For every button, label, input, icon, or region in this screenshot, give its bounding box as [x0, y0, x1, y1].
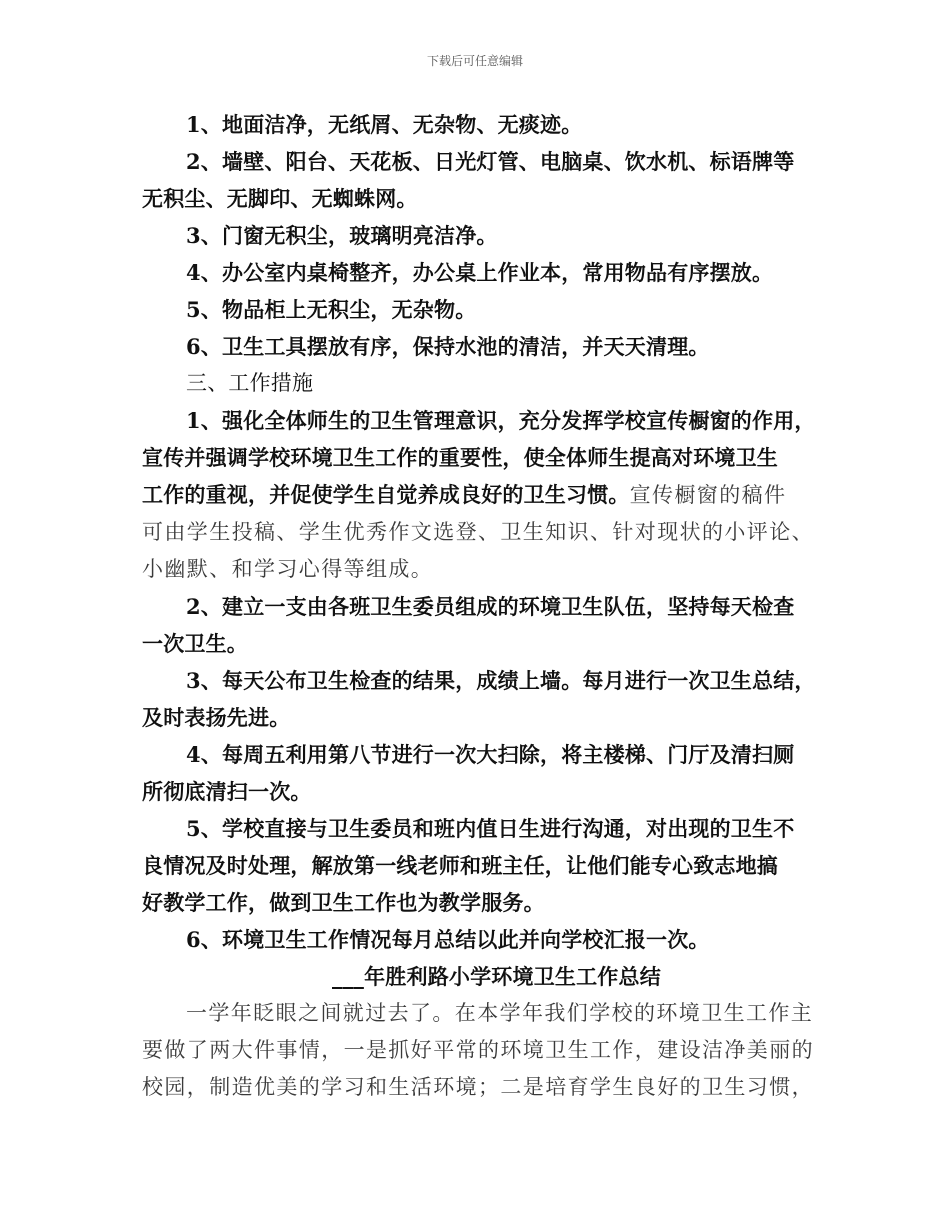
paragraph-line: 及时表扬先进。: [142, 705, 291, 730]
section-heading: 三、工作措施: [186, 371, 314, 395]
paragraph-line: 5、学校直接与卫生委员和班内值日生进行沟通，对出现的卫生不: [186, 816, 795, 841]
paragraph-line: 2、墙壁、阳台、天花板、日光灯管、电脑桌、饮水机、标语牌等: [186, 149, 795, 174]
paragraph-line: 好教学工作，做到卫生工作也为教学服务。: [142, 890, 545, 915]
paragraph-line: 所彻底清扫一次。: [142, 779, 312, 804]
paragraph-line: 3、门窗无积尘，玻璃明亮洁净。: [186, 223, 498, 248]
page-header: 下载后可任意编辑: [426, 54, 523, 68]
paragraph-line: 4、每周五利用第八节进行一次大扫除，将主楼梯、门厅及清扫厕: [186, 742, 795, 767]
paragraph-line: 可由学生投稿、学生优秀作文选登、卫生知识、针对现状的小评论、: [142, 520, 814, 544]
paragraph-line: 宣传并强调学校环境卫生工作的重要性，使全体师生提高对环境卫生: [142, 445, 778, 470]
paragraph-line: 一次卫生。: [142, 631, 248, 656]
paragraph-line: 6、环境卫生工作情况每月总结以此并向学校汇报一次。: [186, 927, 710, 952]
paragraph-line: 要做了两大件事情，一是抓好平常的环境卫生工作，建设洁净美丽的: [142, 1038, 814, 1062]
paragraph-line: 3、每天公布卫生检查的结果，成绩上墙。每月进行一次卫生总结，: [186, 668, 816, 693]
document-title: ___年胜利路小学环境卫生工作总结: [332, 964, 661, 989]
paragraph-line: 2、建立一支由各班卫生委员组成的环境卫生队伍，坚持每天检查: [186, 594, 795, 619]
paragraph-line: 无积尘、无脚印、无蜘蛛网。: [142, 186, 418, 211]
paragraph-line: 一学年眨眼之间就过去了。在本学年我们学校的环境卫生工作主: [186, 1001, 814, 1025]
bold-segment: 工作的重视，并促使学生自觉养成良好的卫生习惯。: [142, 482, 630, 507]
document-body: [142, 106, 816, 1106]
paragraph-line: 6、卫生工具摆放有序，保持水池的清洁，并天天清理。: [186, 334, 710, 359]
paragraph-line: 校园，制造优美的学习和生活环境；二是培育学生良好的卫生习惯，: [142, 1075, 814, 1099]
paragraph-line: 4、办公室内桌椅整齐，办公桌上作业本，常用物品有序摆放。: [186, 260, 774, 285]
paragraph-line: 1、地面洁净，无纸屑、无杂物、无痰迹。: [186, 112, 583, 137]
paragraph-line: [142, 476, 810, 514]
paragraph-line: 小幽默、和学习心得等组成。: [142, 557, 434, 581]
paragraph-line: 5、物品柜上无积尘，无杂物。: [186, 297, 477, 322]
paragraph-line: 1、强化全体师生的卫生管理意识，充分发挥学校宣传橱窗的作用，: [186, 408, 816, 433]
paragraph-line: 良情况及时处理，解放第一线老师和班主任，让他们能专心致志地搞: [142, 853, 778, 878]
light-segment: 宣传橱窗的稿件: [629, 483, 787, 507]
